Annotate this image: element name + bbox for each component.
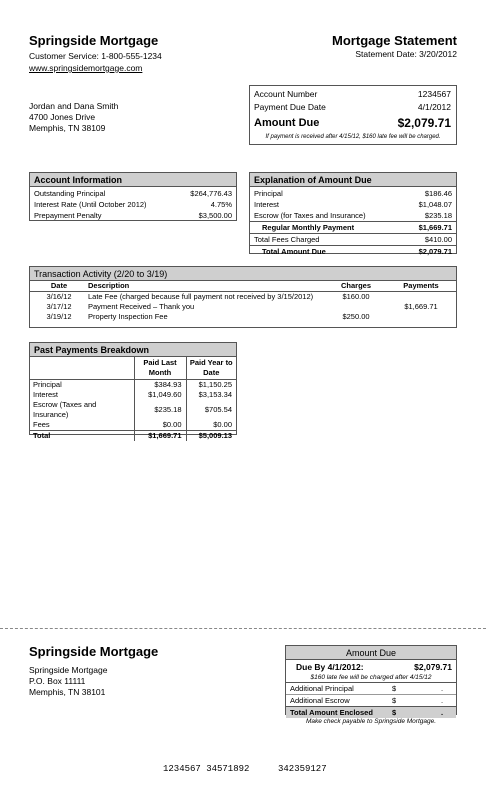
statement-date: Statement Date: 3/20/2012	[355, 49, 457, 59]
past-payments-box	[29, 342, 237, 440]
account-number-label: Account Number	[254, 89, 318, 99]
transaction-table	[30, 281, 456, 322]
account-info-row: Interest Rate (Until October 2012) 4.75%	[34, 200, 232, 209]
payable-note: Make check payable to Springside Mortgage.	[305, 718, 437, 725]
account-summary-box	[249, 85, 457, 145]
late-fee-note: If payment is received after 4/15/12, $160 late fee will be charged.	[265, 134, 441, 140]
table-row: 3/16/12 Late Fee (charged because full payment not received by 3/15/2012) $160.00	[46, 292, 370, 301]
website-link[interactable]: www.springsidemortgage.com	[29, 63, 143, 73]
past-payments-header-row: Paid Last Month Paid Year to Date	[30, 357, 236, 380]
regular-payment-row: Regular Monthly Payment $1,669.71	[250, 222, 456, 234]
transaction-activity-box	[29, 266, 457, 328]
borrower-city: Memphis, TN 38109	[29, 123, 106, 133]
additional-principal-row[interactable]: Additional Principal $ .	[286, 683, 456, 695]
remit-po-box: P.O. Box 11111	[29, 676, 86, 686]
account-number: 1234567	[417, 89, 451, 99]
explanation-row: Principal $186.46	[254, 189, 452, 198]
micr-routing-line: 342359127	[278, 764, 327, 774]
micr-account-line: 1234567 34571892	[163, 764, 250, 774]
borrower-street: 4700 Jones Drive	[29, 112, 96, 122]
past-payments-total-row: Total $1,669.71 $5,009.13	[30, 431, 236, 442]
additional-escrow-row[interactable]: Additional Escrow $ .	[286, 695, 456, 707]
account-info-row: Outstanding Principal $264,776.43	[34, 189, 232, 198]
table-row: Fees $0.00 $0.00	[30, 420, 236, 431]
tear-line	[0, 628, 486, 629]
total-enclosed-row[interactable]: Total Amount Enclosed $ .	[286, 707, 456, 718]
customer-service: Customer Service: 1-800-555-1234	[29, 51, 162, 61]
coupon-due-row: Due By 4/1/2012: $2,079.71	[296, 662, 452, 672]
coupon-box-title: Amount Due	[286, 646, 456, 660]
coupon-amount-box	[285, 645, 457, 715]
past-payments-table	[30, 357, 236, 441]
document-title: Mortgage Statement	[332, 33, 457, 48]
account-information-title: Account Information	[30, 173, 236, 187]
table-row: Principal $384.93 $1,150.25	[30, 380, 236, 391]
coupon-company-name: Springside Mortgage	[29, 644, 159, 659]
fees-row: Total Fees Charged $410.00	[250, 234, 456, 246]
coupon-late-note: $160 late fee will be charged after 4/15/12	[286, 673, 456, 683]
transaction-header-row: Date Description Charges Payments	[30, 281, 456, 292]
table-row: Interest $1,049.60 $3,153.34	[30, 390, 236, 400]
due-date-label: Payment Due Date	[254, 102, 326, 112]
amount-due: $2,079.71	[397, 116, 451, 130]
transaction-title: Transaction Activity (2/20 to 3/19)	[30, 267, 456, 281]
explanation-row: Interest $1,048.07	[254, 200, 452, 209]
borrower-name: Jordan and Dana Smith	[29, 101, 119, 111]
company-name: Springside Mortgage	[29, 33, 159, 48]
due-date: 4/1/2012	[417, 102, 451, 112]
remit-city: Memphis, TN 38101	[29, 687, 106, 697]
amount-due-label: Amount Due	[254, 117, 320, 129]
remit-name: Springside Mortgage	[29, 665, 108, 675]
account-info-row: Prepayment Penalty $3,500.00	[34, 211, 232, 220]
explanation-box	[249, 172, 457, 254]
past-payments-title: Past Payments Breakdown	[30, 343, 236, 357]
table-row: 3/19/12 Property Inspection Fee $250.00	[46, 312, 370, 321]
explanation-title: Explanation of Amount Due	[250, 173, 456, 187]
account-information-box	[29, 172, 237, 221]
table-row: 3/17/12 Payment Received – Thank you $1,669.71	[46, 302, 438, 311]
explanation-row: Escrow (for Taxes and Insurance) $235.18	[250, 210, 456, 222]
total-due-row: Total Amount Due $2,079.71	[262, 247, 452, 256]
table-row: Escrow (Taxes and Insurance) $235.18 $705.54	[30, 400, 236, 420]
